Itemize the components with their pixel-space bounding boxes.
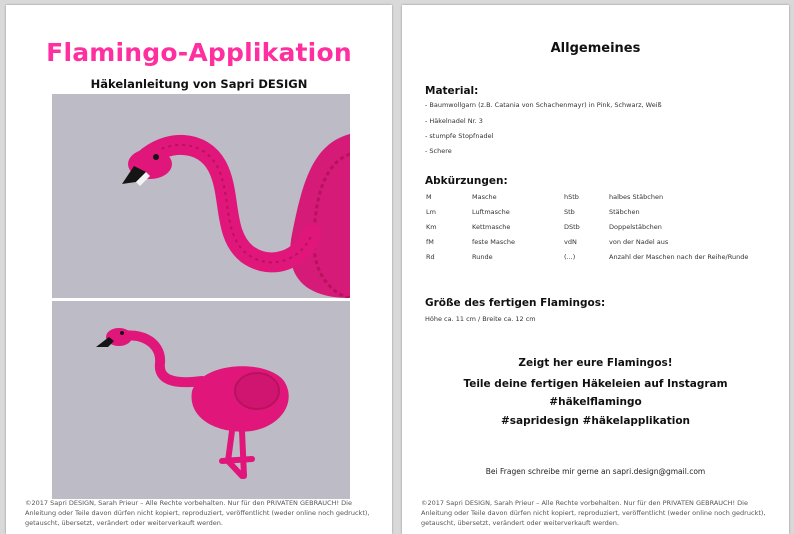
section-title: Allgemeines [550, 41, 641, 56]
material-item: - Schere [425, 147, 452, 155]
footer-line: getauscht, übersetzt, verändert oder weiterverkauft werden. [421, 519, 619, 527]
abbreviation-code: fM [426, 238, 434, 246]
material-item: - Baumwollgarn (z.B. Catania von Schachenmayr) in Pink, Schwarz, Weiß [425, 101, 662, 109]
right-page [402, 5, 789, 534]
abbreviation-meaning: halbes Stäbchen [609, 193, 664, 201]
material-heading: Material: [425, 85, 479, 97]
page-title: Flamingo-Applikation [46, 38, 352, 67]
promo-line: Zeigt her eure Flamingos! [518, 357, 673, 369]
flamingo-head-photo [52, 94, 350, 298]
abbreviation-meaning: Masche [472, 193, 497, 201]
abbreviation-meaning: Kettmasche [472, 223, 511, 231]
page-subtitle: Häkelanleitung von Sapri DESIGN [90, 77, 308, 91]
abbreviation-code: Stb [564, 208, 575, 216]
contact-line: Bei Fragen schreibe mir gerne an sapri.design@gmail.com [485, 467, 706, 476]
footer-line: ©2017 Sapri DESIGN, Sarah Prieur – Alle Rechte vorbehalten. Nur für den PRIVATEN GEBRAUCH! Die [421, 499, 748, 507]
size-heading: Größe des fertigen Flamingos: [425, 297, 606, 309]
abbreviation-code: Rd [426, 253, 435, 261]
material-item: - stumpfe Stopfnadel [425, 132, 494, 140]
flamingo-full-photo [52, 301, 350, 499]
abbreviations-heading: Abkürzungen: [425, 175, 508, 187]
copyright-footer [421, 498, 773, 528]
abbreviation-code: Km [426, 223, 437, 231]
abbreviation-code: DStb [564, 223, 580, 231]
size-text: Höhe ca. 11 cm / Breite ca. 12 cm [425, 315, 536, 323]
abbreviation-code: (...) [564, 253, 576, 261]
abbreviation-code: vdN [564, 238, 577, 246]
promo-hashtag: #häkelflamingo [549, 396, 642, 408]
abbreviation-meaning: Anzahl der Maschen nach der Reihe/Runde [609, 253, 749, 261]
abbreviation-meaning: Stäbchen [609, 208, 640, 216]
left-page [6, 5, 392, 534]
copyright-footer [25, 498, 377, 528]
footer-line: Anleitung oder Teile davon dürfen nicht kopiert, reproduziert, veröffentlicht (weder online noch gedruckt), [421, 509, 766, 517]
abbreviation-code: hStb [564, 193, 579, 201]
promo-line: Teile deine fertigen Häkeleien auf Instagram [463, 378, 728, 390]
footer-line: Anleitung oder Teile davon dürfen nicht kopiert, reproduziert, veröffentlicht (weder online noch gedruckt), [25, 509, 370, 517]
abbreviation-meaning: Doppelstäbchen [609, 223, 662, 231]
footer-line: getauscht, übersetzt, verändert oder weiterverkauft werden. [25, 519, 223, 527]
abbreviation-meaning: Luftmasche [472, 208, 510, 216]
abbreviation-code: M [426, 193, 432, 201]
abbreviation-meaning: von der Nadel aus [609, 238, 669, 246]
footer-line: ©2017 Sapri DESIGN, Sarah Prieur – Alle Rechte vorbehalten. Nur für den PRIVATEN GEBRAUCH! Die [25, 499, 352, 507]
abbreviation-meaning: Runde [472, 253, 493, 261]
abbreviation-code: Lm [426, 208, 436, 216]
promo-hashtag: #sapridesign #häkelapplikation [500, 415, 691, 427]
material-item: - Häkelnadel Nr. 3 [425, 117, 483, 125]
abbreviation-meaning: feste Masche [472, 238, 515, 246]
